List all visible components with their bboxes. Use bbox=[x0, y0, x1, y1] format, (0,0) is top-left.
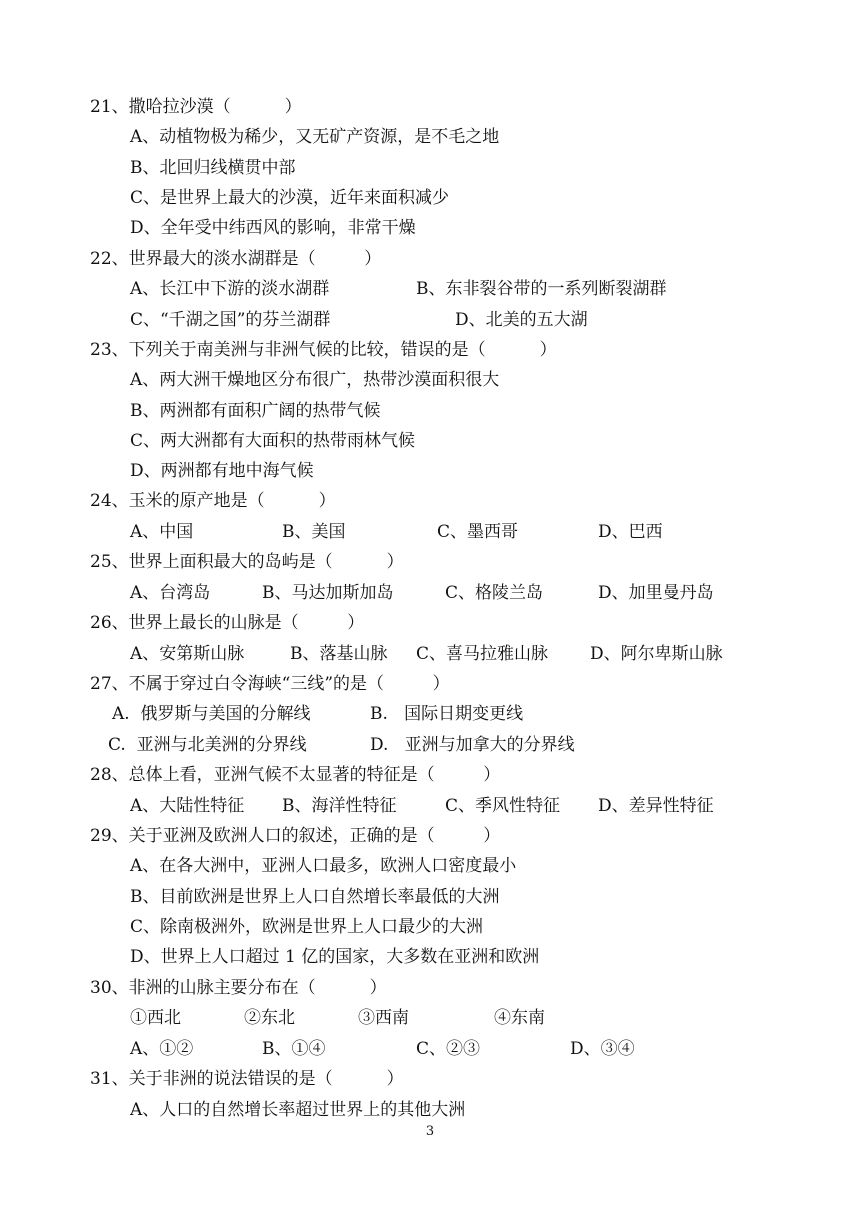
question-22-option-c: C、“千湖之国”的芬兰湖群 bbox=[130, 310, 331, 330]
question-23-option-a: A、两大洲干燥地区分布很广，热带沙漠面积很大 bbox=[130, 370, 500, 390]
question-30-option-c: C、②③ bbox=[416, 1039, 481, 1059]
question-28-option-a: A、大陆性特征 bbox=[130, 796, 245, 816]
question-24-option-b: B、美国 bbox=[282, 522, 346, 542]
question-24-option-d: D、巴西 bbox=[598, 522, 663, 542]
question-27-option-d: D. 亚洲与加拿大的分界线 bbox=[370, 735, 575, 755]
question-27-option-b: B. 国际日期变更线 bbox=[370, 704, 524, 724]
question-25-option-a: A、台湾岛 bbox=[130, 583, 211, 603]
question-28-option-d: D、差异性特征 bbox=[598, 796, 714, 816]
page-number: 3 bbox=[425, 1124, 435, 1139]
question-28-stem: 28、总体上看，亚洲气候不太显著的特征是（ ） bbox=[90, 765, 501, 785]
question-29-option-b: B、目前欧洲是世界上人口自然增长率最低的大洲 bbox=[130, 887, 500, 907]
question-21-stem: 21、撒哈拉沙漠（ ） bbox=[90, 97, 302, 117]
question-22-option-a: A、长江中下游的淡水湖群 bbox=[130, 279, 330, 299]
question-26-option-c: C、喜马拉雅山脉 bbox=[416, 644, 549, 664]
question-25-stem: 25、世界上面积最大的岛屿是（ ） bbox=[90, 552, 404, 572]
question-27-stem: 27、不属于穿过白令海峡“三线”的是（ ） bbox=[90, 674, 450, 694]
question-23-stem: 23、下列关于南美洲与非洲气候的比较，错误的是（ ） bbox=[90, 340, 557, 360]
question-25-option-d: D、加里曼丹岛 bbox=[598, 583, 714, 603]
question-29-option-c: C、除南极洲外，欧洲是世界上人口最少的大洲 bbox=[130, 917, 484, 937]
question-26-option-a: A、安第斯山脉 bbox=[130, 644, 245, 664]
question-21-option-c: C、是世界上最大的沙漠，近年来面积减少 bbox=[130, 188, 450, 208]
question-22-option-d: D、北美的五大湖 bbox=[455, 310, 588, 330]
question-24-option-a: A、中国 bbox=[130, 522, 194, 542]
question-30-stem: 30、非洲的山脉主要分布在（ ） bbox=[90, 978, 387, 998]
question-22-stem: 22、世界最大的淡水湖群是（ ） bbox=[90, 249, 382, 269]
question-27-option-a: A. 俄罗斯与美国的分解线 bbox=[112, 704, 311, 724]
question-23-option-c: C、两大洲都有大面积的热带雨林气候 bbox=[130, 431, 416, 451]
question-30-direction-2: ②东北 bbox=[244, 1008, 295, 1028]
question-26-option-b: B、落基山脉 bbox=[290, 644, 388, 664]
question-22-option-b: B、东非裂谷带的一系列断裂湖群 bbox=[416, 279, 667, 299]
question-29-option-d: D、世界上人口超过 1 亿的国家，大多数在亚洲和欧洲 bbox=[130, 947, 540, 967]
question-21-option-a: A、动植物极为稀少，又无矿产资源，是不毛之地 bbox=[130, 127, 500, 147]
question-29-stem: 29、关于亚洲及欧洲人口的叙述，正确的是（ ） bbox=[90, 826, 501, 846]
question-25-option-b: B、马达加斯加岛 bbox=[262, 583, 394, 603]
question-30-direction-3: ③西南 bbox=[358, 1008, 409, 1028]
question-24-option-c: C、墨西哥 bbox=[437, 522, 519, 542]
question-30-option-d: D、③④ bbox=[570, 1039, 635, 1059]
question-28-option-c: C、季风性特征 bbox=[445, 796, 561, 816]
question-26-option-d: D、阿尔卑斯山脉 bbox=[590, 644, 723, 664]
question-24-stem: 24、玉米的原产地是（ ） bbox=[90, 491, 336, 511]
question-23-option-b: B、两洲都有面积广阔的热带气候 bbox=[130, 401, 381, 421]
question-31-option-a: A、人口的自然增长率超过世界上的其他大洲 bbox=[130, 1100, 466, 1120]
question-30-option-a: A、①② bbox=[130, 1039, 194, 1059]
question-21-option-d: D、全年受中纬西风的影响，非常干燥 bbox=[130, 218, 416, 238]
question-27-option-c: C. 亚洲与北美洲的分界线 bbox=[108, 735, 307, 755]
question-29-option-a: A、在各大洲中，亚洲人口最多，欧洲人口密度最小 bbox=[130, 856, 517, 876]
question-30-direction-1: ①西北 bbox=[130, 1008, 181, 1028]
question-28-option-b: B、海洋性特征 bbox=[282, 796, 397, 816]
question-21-option-b: B、北回归线横贯中部 bbox=[130, 158, 296, 178]
question-26-stem: 26、世界上最长的山脉是（ ） bbox=[90, 613, 365, 633]
question-30-option-b: B、①④ bbox=[262, 1039, 326, 1059]
question-31-stem: 31、关于非洲的说法错误的是（ ） bbox=[90, 1069, 404, 1089]
question-30-direction-4: ④东南 bbox=[494, 1008, 545, 1028]
question-23-option-d: D、两洲都有地中海气候 bbox=[130, 461, 314, 481]
question-25-option-c: C、格陵兰岛 bbox=[445, 583, 544, 603]
